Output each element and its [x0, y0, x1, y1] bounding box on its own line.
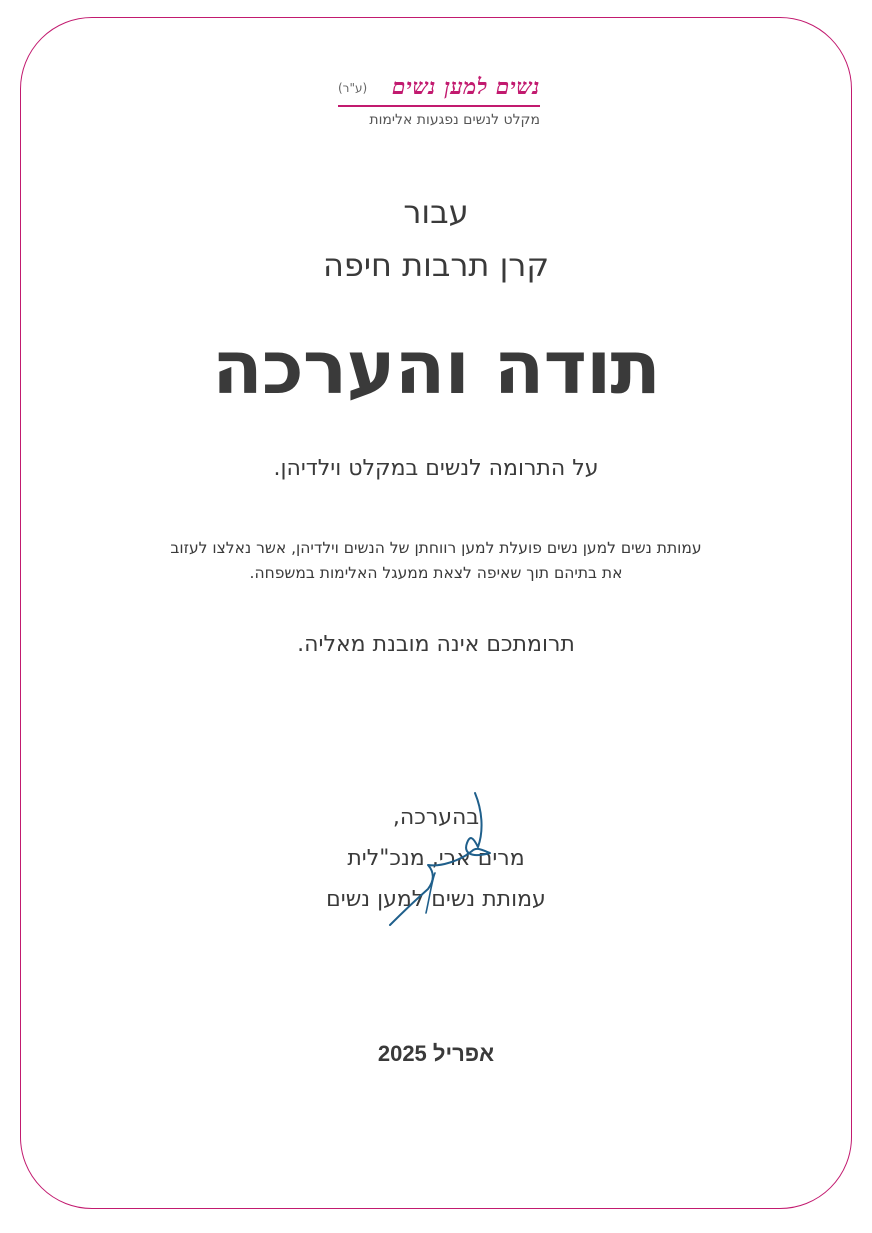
signer-name: מרים ארי, מנכ"לית: [347, 846, 525, 871]
closing-line: בהערכה,: [392, 805, 480, 830]
certificate-date: אפריל 2025: [377, 1041, 495, 1066]
description-line-1: עמותת נשים למען נשים פועלת למען רווחתן של הנשים וילדיהן, אשר נאלצו לעזוב: [170, 539, 702, 557]
certificate-headline: תודה והערכה: [212, 325, 660, 411]
gratitude-line: תרומתכם אינה מובנת מאליה.: [297, 632, 575, 657]
logo-name: נשים למען נשים: [391, 74, 540, 100]
logo-underline: [338, 105, 540, 107]
certificate-subtitle: על התרומה לנשים במקלט וילדיהן.: [273, 456, 599, 481]
recipient-name: קרן תרבות חיפה: [322, 246, 550, 284]
organization-name: עמותת נשים למען נשים: [326, 887, 546, 912]
for-label: עבור: [403, 193, 469, 231]
description-line-2: את בתיהם תוך שאיפה לצאת ממעגל האלימות במשפחה.: [249, 564, 623, 582]
logo-tagline: מקלט לנשים נפגעות אלימות: [369, 112, 540, 128]
handwritten-signature: [380, 785, 510, 935]
logo-registered-mark: (ע"ר): [338, 81, 368, 95]
organization-logo: [336, 72, 540, 132]
